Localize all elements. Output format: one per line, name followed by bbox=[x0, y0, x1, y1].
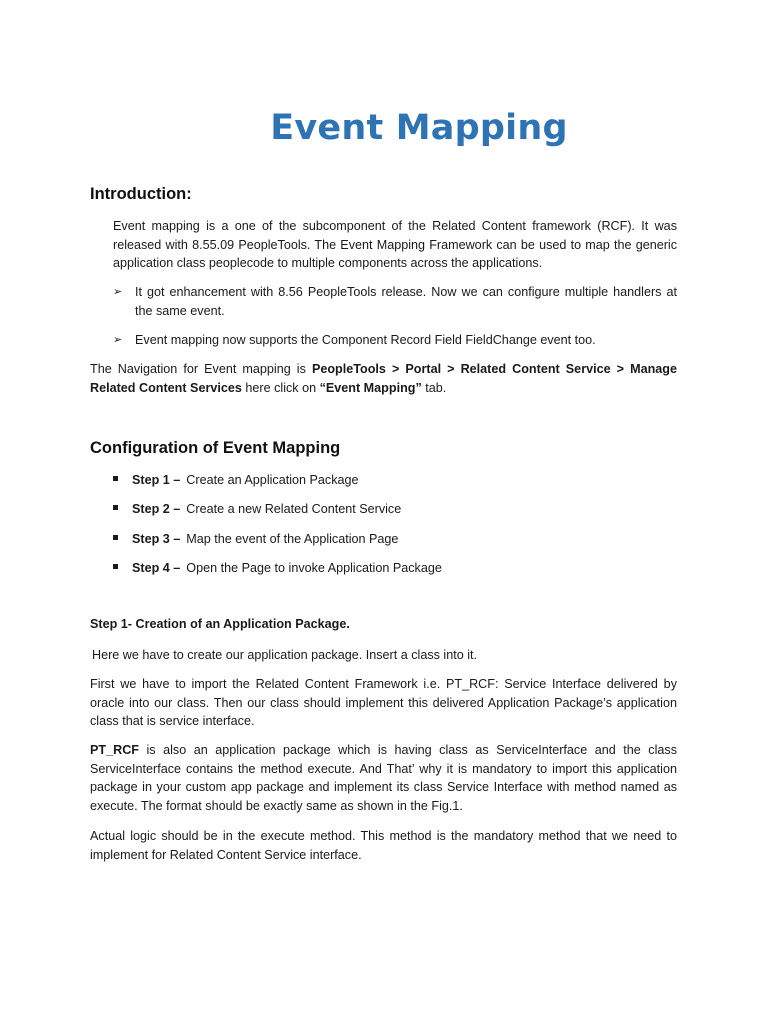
step-label: Step 3 – bbox=[132, 532, 181, 546]
arrow-bullet-icon: ➢ bbox=[113, 334, 123, 346]
introduction-heading: Introduction: bbox=[90, 185, 192, 203]
step-label: Step 4 – bbox=[132, 561, 181, 575]
nav-path: PeopleTools > Portal > Related Content Service > Manage Related Content Services bbox=[90, 362, 677, 395]
list-item bbox=[113, 331, 677, 350]
step1-heading: Step 1- Creation of an Application Package. bbox=[90, 617, 350, 631]
list-item bbox=[113, 530, 398, 548]
bullet-text: Event mapping now supports the Component Record Field FieldChange event too. bbox=[135, 333, 596, 347]
square-bullet-icon bbox=[113, 535, 118, 540]
step1-paragraph-2: First we have to import the Related Content Framework i.e. PT_RCF: Service Interface delivered by oracle into our class. Then our class should implement this delivered Application Package’s application class that is service interface. bbox=[90, 677, 677, 729]
step-text: Map the event of the Application Page bbox=[186, 532, 399, 546]
page-title: Event Mapping bbox=[270, 108, 568, 148]
step1-paragraph-1: Here we have to create our application package. Insert a class into it. bbox=[92, 648, 478, 662]
list-item bbox=[113, 559, 442, 577]
nav-suffix: tab. bbox=[421, 380, 447, 395]
square-bullet-icon bbox=[113, 564, 118, 569]
square-bullet-icon bbox=[113, 476, 118, 481]
pt-rcf-term: PT_RCF bbox=[90, 743, 139, 757]
step-text: Create an Application Package bbox=[186, 473, 359, 487]
list-item bbox=[113, 471, 359, 489]
step-label: Step 1 – bbox=[132, 473, 181, 487]
arrow-bullet-icon: ➢ bbox=[113, 286, 123, 298]
step-text: Create a new Related Content Service bbox=[186, 502, 402, 516]
nav-prefix: The Navigation for Event mapping is bbox=[90, 362, 312, 376]
navigation-paragraph bbox=[90, 360, 677, 397]
list-item bbox=[113, 500, 401, 518]
step-text: Open the Page to invoke Application Package bbox=[186, 561, 442, 575]
square-bullet-icon bbox=[113, 505, 118, 510]
nav-middle: here click on bbox=[241, 380, 320, 395]
step-label: Step 2 – bbox=[132, 502, 181, 516]
step1-paragraph-3 bbox=[90, 741, 677, 816]
configuration-heading: Configuration of Event Mapping bbox=[90, 439, 341, 457]
step1-paragraph-4: Actual logic should be in the execute method. This method is the mandatory method that we need to implement for Related Content Service interface. bbox=[90, 829, 677, 862]
list-item bbox=[113, 283, 677, 320]
nav-tab-name: “Event Mapping” bbox=[319, 380, 422, 395]
paragraph-rest: is also an application package which is having class as ServiceInterface and the class ServiceInterface contains the method execute. And That’ why it is mandatory to import this application package in your custom app package and implement its class Service Interface with method named as execute. The format should be exactly same as shown in the Fig.1. bbox=[90, 743, 677, 814]
bullet-text: It got enhancement with 8.56 PeopleTools release. Now we can configure multiple handlers at the same event. bbox=[135, 285, 677, 318]
intro-paragraph: Event mapping is a one of the subcomponent of the Related Content framework (RCF). It was released with 8.55.09 PeopleTools. The Event Mapping Framework can be used to map the generic application class peoplecode to multiple components across the applications. bbox=[113, 219, 677, 271]
